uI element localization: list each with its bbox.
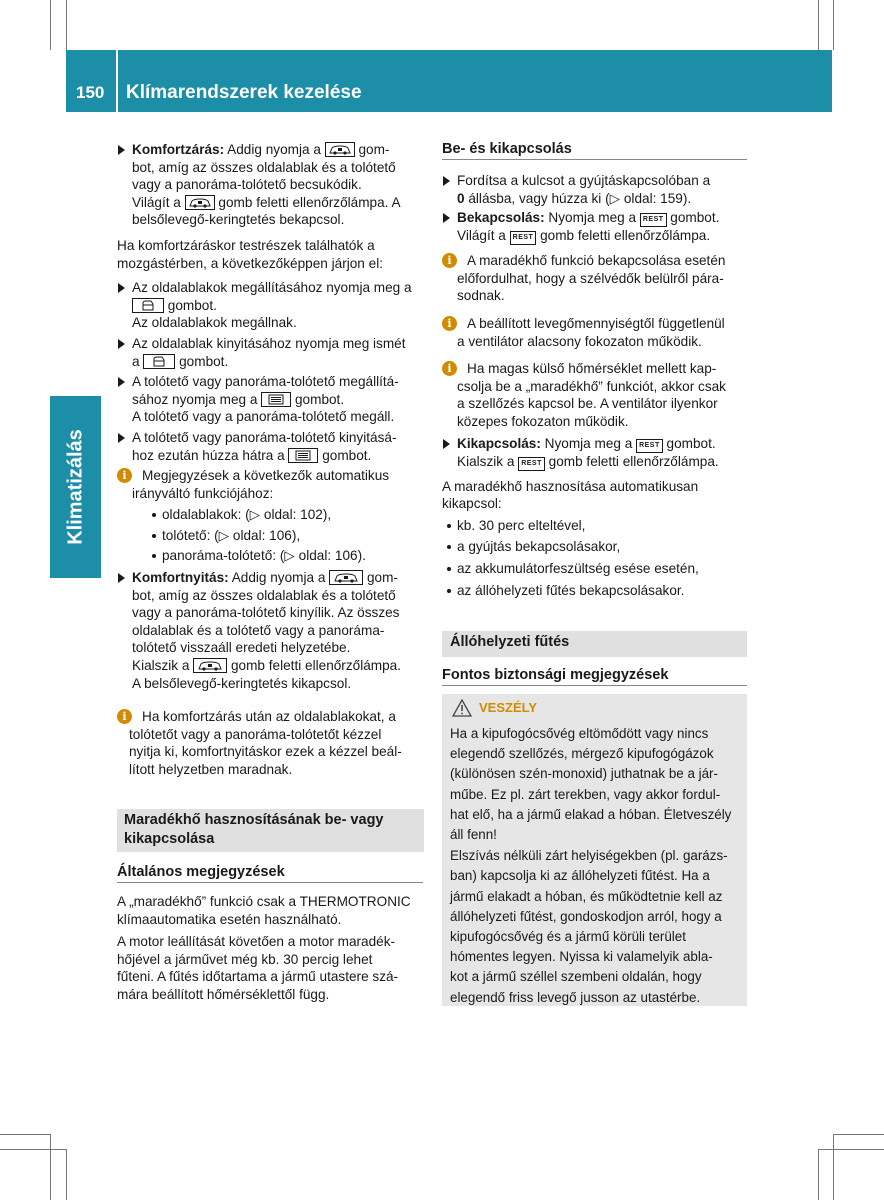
crop-mark — [818, 1149, 884, 1150]
car-lock-icon — [329, 570, 363, 585]
crop-mark — [0, 1134, 50, 1135]
step-arrow-icon — [443, 176, 450, 186]
page-number: 150 — [76, 83, 105, 102]
info-icon: i — [117, 709, 132, 724]
step-arrow-icon — [118, 377, 125, 387]
step-comfort-close: Komfortzárás: Addig nyomja a gom- bot, amíg az összes oldalablak és a tolótető vagy a panoráma-tolótető becsukódik. Világít a gomb feletti ellenőrzőlámpa. A belsőlevegő-keringtetés bekapcsol. — [117, 141, 425, 229]
rest-button-icon: REST — [640, 213, 667, 227]
step-turn-key: Fordítsa a kulcsot a gyújtáskapcsolóban a 0 állásba, vagy húzza ki (▷ oldal: 159). — [442, 172, 750, 207]
info-icon: i — [442, 361, 457, 376]
step-comfort-open: Komfortnyitás: Addig nyomja a gom- bot, amíg az összes oldalablak és a tolótető vagy a panoráma-tolótető kinyílik. Az összes oldalablak és a tolótető vagy a panoráma- tolótető visszaáll eredeti helyzetébe. Kialszik a gomb feletti ellenőrzőlámpa. A belsőlevegő-keringtetés kikapcsol. — [117, 569, 425, 692]
right-column: Fordítsa a kulcsot a gyújtáskapcsolóban a 0 állásba, vagy húzza ki (▷ oldal: 159). Bekapcsolás: Nyomja meg a REST gombot. Világít a REST gomb feletti ellenőrzőlámpa. i A maradékhő funkció bekapcsolása esetén előfordulhat, hogy a szélvédők belülről pára- sodnak. i A beállított levegőmennyiségtől függetlenül a ventilátor alacsony fokozaton működik. i Ha magas külső hőmérséklet mellett kap- csolja be a „maradékhő” funkciót, akkor csak a szellőzés kapcsol be. A ventilátor ilyenkor közepes fokozaton működik. Kikapcsolás: Nyomja meg a REST gombot. Kialszik a REST gomb feletti ellenőrzőlámpa. A maradékhő hasznosítása automatikusan kikapcsol: kb. 30 perc elteltével, a gyújtás bekapcsolásakor, az akkumulátorfeszültség esése esetén, az állóhelyzeti fűtés bekapcsolásakor. — [442, 172, 750, 599]
crop-mark — [0, 1149, 66, 1150]
list-item: az állóhelyzeti fűtés bekapcsolásakor. — [442, 582, 750, 600]
step-stop-windows: Az oldalablakok megállításához nyomja meg a gombot. Az oldalablakok megállnak. — [117, 279, 425, 332]
side-window-icon — [143, 354, 175, 369]
page-title: Klímarendszerek kezelése — [126, 82, 362, 103]
step-open-roof: A tolótető vagy panoráma-tolótető kinyitásá- hoz ezután húzza hátra a gombot. — [117, 429, 425, 464]
sunroof-icon — [288, 448, 318, 463]
step-arrow-icon — [443, 213, 450, 223]
info-note: i Megjegyzések a következők automatikus irányváltó funkciójához: oldalablakok: (▷ oldal: 102), tolótető: (▷ oldal: 106), panoráma-tolótető: (▷ oldal: 106). — [117, 467, 425, 565]
step-arrow-icon — [118, 283, 125, 293]
info-icon: i — [117, 468, 132, 483]
heading-on-off: Be- és kikapcsolás — [442, 139, 747, 160]
crop-mark — [50, 1134, 51, 1200]
list-item: kb. 30 perc elteltével, — [442, 517, 750, 535]
crop-mark — [66, 0, 67, 50]
step-switch-on: Bekapcsolás: Nyomja meg a REST gombot. Világít a REST gomb feletti ellenőrzőlámpa. — [442, 209, 750, 245]
heading-general-notes: Általános megjegyzések — [117, 862, 423, 883]
step-arrow-icon — [118, 433, 125, 443]
info-note: i Ha magas külső hőmérséklet mellett kap- csolja be a „maradékhő” funkciót, akkor csak a szellőzés kapcsol be. A ventilátor ilyenkor közepes fokozaton működik. — [442, 360, 750, 430]
left-column-bottom: A „maradékhő” funkció csak a THERMOTRONIC klímaautomatika esetén használható. A motor leállítását követően a motor maradék- hőjével a járművet még kb. 30 percig lehet fűteni. A fűtés időtartama a jármű utastere szá- mára beállított hőmérséklettől függ. — [117, 894, 411, 1002]
info-note: i A beállított levegőmennyiségtől függetlenül a ventilátor alacsony fokozaton működik. — [442, 315, 750, 350]
side-tab-label: Klimatizálás — [64, 429, 86, 545]
info-icon: i — [442, 316, 457, 331]
car-lock-icon — [185, 195, 215, 210]
side-window-icon — [132, 298, 164, 313]
info-note: i A maradékhő funkció bekapcsolása esetén előfordulhat, hogy a szélvédők belülről pára- sodnak. — [442, 252, 750, 305]
list-item: az akkumulátorfeszültség esése esetén, — [442, 560, 750, 578]
danger-label: VESZÉLY — [479, 700, 538, 715]
rest-button-icon: REST — [518, 457, 545, 471]
section-heading-parking-heater: Állóhelyzeti fűtés — [442, 631, 747, 657]
info-icon: i — [442, 253, 457, 268]
step-open-window: Az oldalablak kinyitásához nyomja meg ismét a gombot. — [117, 335, 425, 370]
step-stop-roof: A tolótető vagy panoráma-tolótető megállítá- sához nyomja meg a gombot. A tolótető vagy a panoráma-tolótető megáll. — [117, 373, 425, 426]
step-arrow-icon — [118, 339, 125, 349]
step-arrow-icon — [443, 439, 450, 449]
side-tab-label-wrap — [50, 396, 101, 578]
car-lock-icon — [325, 142, 355, 157]
crop-mark — [50, 0, 51, 50]
heading-safety-notes: Fontos biztonsági megjegyzések — [442, 665, 747, 686]
crop-mark — [818, 1149, 819, 1200]
crop-mark — [834, 1134, 884, 1135]
section-heading-residual-heat: Maradékhő hasznosításának be- vagy kikapcsolása — [117, 809, 424, 852]
crop-mark — [66, 1149, 67, 1200]
danger-box — [442, 694, 747, 1006]
crop-mark — [833, 0, 834, 50]
step-arrow-icon — [118, 145, 125, 155]
step-switch-off: Kikapcsolás: Nyomja meg a REST gombot. Kialszik a REST gomb feletti ellenőrzőlámpa. — [442, 435, 750, 471]
crop-mark — [833, 1134, 834, 1200]
left-column: Komfortzárás: Addig nyomja a gom- bot, amíg az összes oldalablak és a tolótető vagy a panoráma-tolótető becsukódik. Világít a gomb feletti ellenőrzőlámpa. A belsőlevegő-keringtetés bekapcsol. Ha komfortzáráskor testrészek találhatók a mozgástérben, a következőképpen járjon el: Az oldalablakok megállításához nyomja meg a gombot. Az oldalablakok megállnak. Az oldalablak kinyitásához nyomja meg ismét a gombot. A tolótető vagy panoráma-tolótető megállítá- sához nyomja meg a gombot. A tolótető vagy a panoráma-tolótető megáll. A tolótető vagy panoráma-tolótető kinyitásá- hoz ezután húzza hátra a gombot. i Megjegyzések a következők automatikus irányváltó funkciójához: oldalablakok: (▷ oldal: 102), tolótető: (▷ oldal: 106), panoráma-tolótető: (▷ oldal: 106). Komfortnyitás: Addig nyomja a gom- bot, amíg az összes oldalablak és a tolótető vagy a panoráma-tolótető kinyílik. Az összes oldalablak és a tolótető vagy a panoráma- tolótető visszaáll eredeti helyzetébe. Kialszik a gomb feletti ellenőrzőlámpa. A belsőlevegő-keringtetés kikapcsol. i Ha komfortzárás után az oldalablakokat, a tolótetőt vagy a panoráma-tolótetőt kézzel nyitja ki, komfortnyitáskor ezek a kézzel beál- lított helyzetben maradnak. — [117, 141, 425, 779]
sunroof-icon — [261, 392, 291, 407]
rest-button-icon: REST — [636, 439, 663, 453]
header-divider — [116, 50, 118, 112]
rest-button-icon: REST — [510, 231, 537, 245]
step-arrow-icon — [118, 573, 125, 583]
info-note: i Ha komfortzárás után az oldalablakokat, a tolótetőt vagy a panoráma-tolótetőt kézzel nyitja ki, komfortnyitáskor ezek a kézzel beál- lított helyzetben maradnak. — [117, 708, 425, 778]
warning-triangle-icon — [452, 699, 472, 717]
list-item: a gyújtás bekapcsolásakor, — [442, 538, 750, 556]
crop-mark — [818, 0, 819, 50]
danger-text: Ha a kipufogócsővég eltömődött vagy nincs elegendő szellőzés, mérgező kipufogógázok (különösen szén-monoxid) juthatnak be a jár- műbe. Ez pl. zárt terekben, vagy akkor fordul- hat elő, ha a jármű elakad a hóban. Életveszély áll fenn! Elszívás nélküli zárt helyiségekben (pl. garázs- ban) kapcsolja ki az állóhelyzeti fűtést. Ha a jármű elakadt a hóban, és működtetnie kell az állóhelyzeti fűtést, gondoskodjon arról, hogy a kipufogócsővég és a jármű körüli terület hómentes legyen. Nyissa ki valamelyik abla- kot a jármű széllel szembeni oldalán, hogy elegendő friss levegő jusson az utastérbe. — [450, 726, 732, 1005]
car-lock-icon — [193, 658, 227, 673]
